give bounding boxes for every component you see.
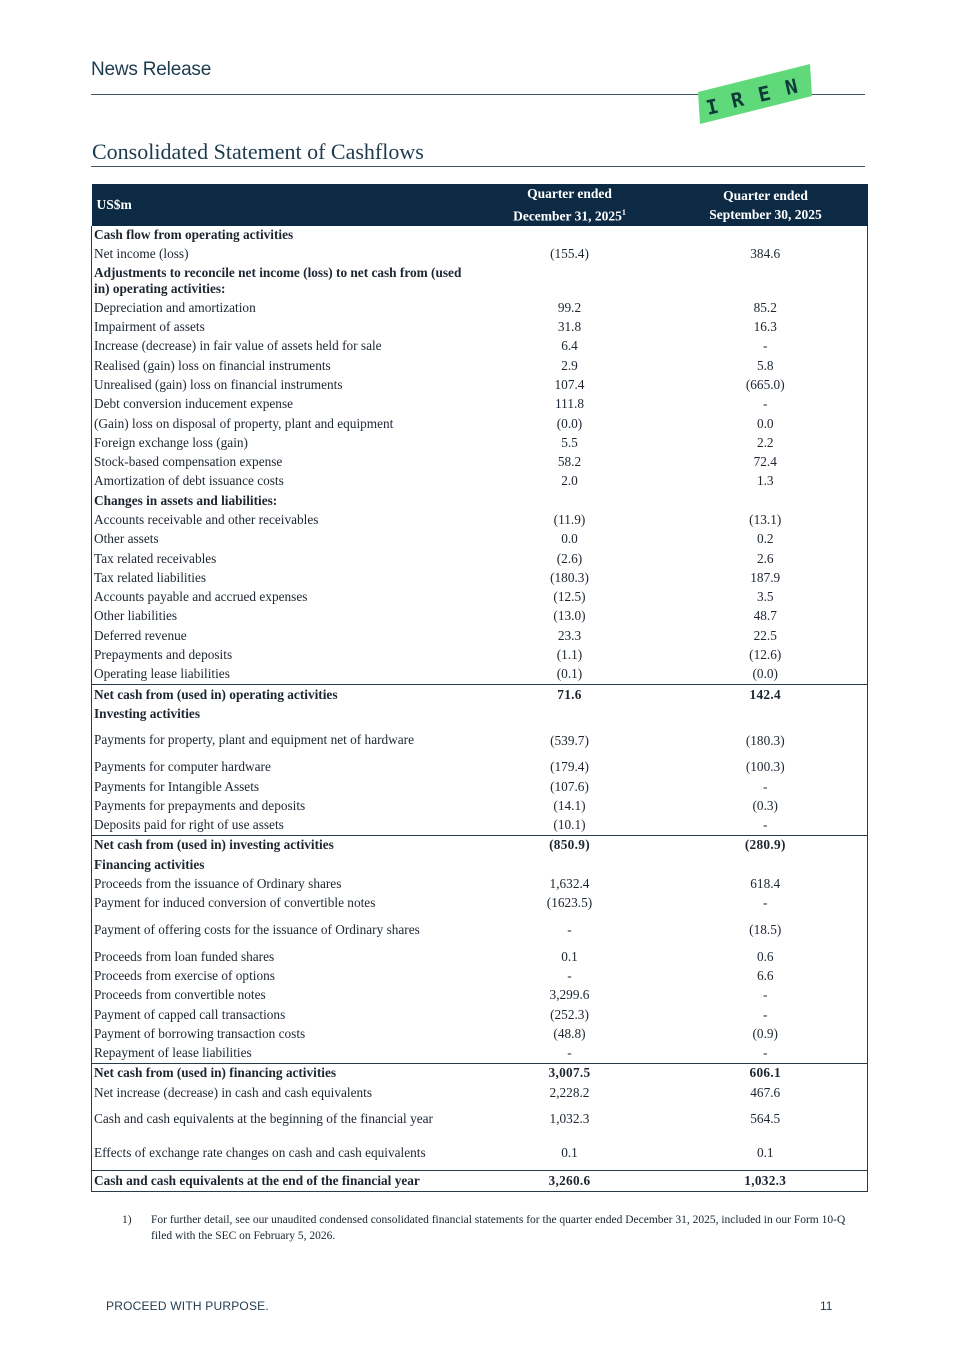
row-value-sep-2025: 85.2 [753,299,777,315]
row-value-dec-2025: (13.0) [553,608,586,624]
row-value-dec-2025: (0.0) [556,415,583,431]
title-divider [91,166,865,167]
currency-header: US$m [92,184,476,226]
row-value-dec-2025 [476,855,664,874]
row-value-sep-2025 [664,704,868,723]
row-label: Unrealised (gain) loss on financial instruments [94,376,343,392]
row-value-sep-2025: 5.8 [756,357,774,373]
quarter-sep-header [664,184,868,226]
news-release-label: News Release [91,59,212,80]
row-value-sep-2025: 2.6 [756,550,774,566]
svg-text:E: E [755,80,773,107]
table-row [92,298,868,317]
row-value-dec-2025: - [567,922,572,937]
row-value-sep-2025: - [763,396,768,412]
row-value-sep-2025: 606.1 [664,1063,868,1083]
row-value-dec-2025: (10.1) [553,817,586,833]
row-label: Increase (decrease) in fair value of assets held for sale [94,338,382,354]
row-value-sep-2025: 384.6 [750,246,781,262]
row-value-sep-2025: - [763,895,768,911]
row-value-dec-2025: (14.1) [553,797,586,813]
table-row [92,966,868,985]
row-value-sep-2025: - [763,987,768,1003]
row-label: Net cash from (used in) financing activities [92,1063,476,1083]
row-value-dec-2025: 6.4 [561,338,578,354]
svg-text:I: I [703,93,721,120]
table-row [92,1043,868,1063]
row-label: Proceeds from loan funded shares [94,948,275,964]
row-label: Amortization of debt issuance costs [94,473,284,489]
row-value-dec-2025: 31.8 [557,319,582,335]
table-header-row [92,184,868,226]
quarter-dec-line2: December 31, 2025 [513,208,622,224]
footnote-text: For further detail, see our unaudited condensed consolidated financial statements for the quarter ended December 31, 2025, included in our Form 10-Q filed with the SEC on February 5, 2026. [151,1214,846,1242]
row-value-sep-2025: 618.4 [750,876,781,892]
row-label: Net increase (decrease) in cash and cash equivalents [94,1084,372,1100]
row-label: Deferred revenue [94,627,187,643]
row-label: Payment of borrowing transaction costs [94,1025,306,1041]
cashflow-body [92,226,868,1192]
row-value-dec-2025: - [567,967,572,983]
row-label: Payment of capped call transactions [94,1006,286,1022]
row-value-sep-2025: - [763,1045,768,1061]
row-label: Other assets [94,531,159,547]
table-row [92,1083,868,1102]
row-value-dec-2025: (1.1) [556,647,583,663]
row-value-sep-2025: (13.1) [749,512,782,527]
row-label: Financing activities [94,856,205,872]
table-row [92,491,868,510]
row-value-sep-2025: - [763,1006,768,1022]
row-value-dec-2025: 3,260.6 [476,1171,664,1191]
row-value-dec-2025 [476,264,664,298]
row-value-dec-2025: (850.9) [476,835,664,855]
row-value-sep-2025: (280.9) [664,835,868,855]
table-row [92,452,868,471]
row-value-dec-2025: 0.1 [561,948,578,964]
row-value-sep-2025 [664,491,868,510]
quarter-dec-line1: Quarter ended [527,186,612,201]
row-label: Net cash from (used in) investing activities [92,835,476,855]
row-label: Investing activities [94,705,200,721]
row-value-sep-2025: 1,032.3 [664,1171,868,1191]
row-label: Proceeds from the issuance of Ordinary shares [94,876,342,892]
quarter-sep-line2: September 30, 2025 [709,206,822,222]
row-value-sep-2025: 48.7 [753,608,777,624]
table-row [92,356,868,375]
row-value-sep-2025: 564.5 [750,1111,781,1127]
row-value-dec-2025: 0.1 [561,1145,578,1161]
row-value-dec-2025: - [567,1045,572,1061]
cashflow-table [91,184,868,1192]
row-value-sep-2025: 142.4 [664,685,868,705]
row-label: Payments for Intangible Assets [94,778,260,794]
row-value-dec-2025: 3,007.5 [476,1063,664,1083]
footnote-number: 1) [122,1214,132,1226]
row-value-sep-2025: - [763,338,768,354]
footnote [122,1212,867,1244]
row-label: Payments for computer hardware [94,759,271,775]
table-row [92,855,868,874]
svg-text:R: R [728,86,746,113]
row-label: Payments for property, plant and equipment net of hardware [94,732,415,748]
row-value-dec-2025: (252.3) [550,1006,589,1022]
table-row [92,588,868,607]
row-value-dec-2025: (1623.5) [546,895,593,911]
row-value-dec-2025: (179.4) [550,759,589,775]
row-value-dec-2025: 111.8 [555,396,584,412]
row-label: Stock-based compensation expense [94,454,283,470]
row-label: Accounts payable and accrued expenses [94,589,308,605]
row-value-sep-2025: 3.5 [756,589,774,605]
row-value-sep-2025: (0.3) [752,797,778,813]
row-label: Foreign exchange loss (gain) [94,434,248,450]
row-value-sep-2025: - [763,817,768,833]
table-row [92,337,868,356]
row-value-sep-2025: 1.3 [756,473,774,489]
row-value-dec-2025: 2.0 [561,473,578,489]
row-label: Tax related liabilities [94,569,207,585]
row-label: Depreciation and amortization [94,299,256,315]
table-row [92,1005,868,1024]
row-label: Repayment of lease liabilities [94,1045,252,1061]
row-value-dec-2025: (107.6) [550,778,589,794]
row-value-dec-2025: 2.9 [561,357,578,373]
row-value-sep-2025: 72.4 [753,454,777,470]
row-label: Net income (loss) [94,246,189,262]
row-label: Accounts receivable and other receivables [94,512,319,527]
row-label: Payment for induced conversion of convertible notes [94,895,376,911]
row-value-sep-2025: 467.6 [750,1084,781,1100]
table-row [92,777,868,796]
table-row [92,704,868,723]
row-label: (Gain) loss on disposal of property, plant and equipment [94,415,394,431]
row-label: Effects of exchange rate changes on cash and cash equivalents [94,1145,426,1161]
table-row [92,816,868,836]
row-value-dec-2025: (12.5) [553,589,586,605]
row-label: Proceeds from exercise of options [94,967,275,983]
table-row [92,626,868,645]
row-value-sep-2025: 187.9 [750,569,781,585]
footer-tagline: PROCEED WITH PURPOSE. [106,1299,269,1313]
row-value-sep-2025: 6.6 [756,967,774,983]
row-label: Net cash from (used in) operating activities [92,685,476,705]
table-row [92,665,868,685]
row-value-dec-2025: (48.8) [553,1025,586,1041]
row-label: Proceeds from convertible notes [94,987,266,1003]
table-row [92,226,868,245]
row-value-sep-2025: 2.2 [756,434,774,450]
row-value-sep-2025 [664,226,868,245]
table-row [92,414,868,433]
row-label: Realised (gain) loss on financial instruments [94,357,331,373]
row-value-dec-2025: 1,032.3 [549,1111,590,1127]
table-row [92,510,868,529]
quarter-dec-header [476,184,664,226]
row-label: Payment of offering costs for the issuance of Ordinary shares [94,921,420,937]
row-value-dec-2025: (180.3) [550,569,589,585]
row-label: Adjustments to reconcile net income (loss) to net cash from (used in) operating activities: [94,264,462,297]
row-value-dec-2025: (539.7) [550,732,589,748]
table-row [92,947,868,966]
table-row [92,1171,868,1191]
table-row [92,245,868,264]
row-value-sep-2025: (12.6) [749,647,782,663]
row-value-dec-2025 [476,491,664,510]
row-label: Debt conversion inducement expense [94,396,294,412]
row-value-sep-2025: 22.5 [753,627,777,643]
quarter-sep-line1: Quarter ended [723,187,808,203]
row-value-dec-2025: 23.3 [557,627,582,643]
table-row [92,1024,868,1043]
row-value-dec-2025: (0.1) [556,666,583,682]
row-label: Deposits paid for right of use assets [94,817,284,833]
table-row [92,758,868,777]
row-value-dec-2025: 1,632.4 [549,876,590,892]
table-row [92,472,868,491]
page-title: Consolidated Statement of Cashflows [92,139,424,164]
row-value-sep-2025: 0.1 [756,1145,774,1161]
row-value-sep-2025: (0.0) [752,666,778,682]
table-row [92,1136,868,1171]
row-value-dec-2025: 2,228.2 [549,1084,590,1100]
row-value-dec-2025: (2.6) [556,550,583,566]
row-label: Changes in assets and liabilities: [94,492,278,508]
table-row [92,645,868,664]
table-row [92,549,868,568]
page-number: 11 [820,1299,833,1313]
table-row [92,796,868,815]
row-label: Prepayments and deposits [94,647,233,663]
row-value-dec-2025 [476,704,664,723]
row-label: Cash and cash equivalents at the end of the financial year [92,1171,476,1191]
row-value-dec-2025: 5.5 [561,434,578,450]
table-row [92,375,868,394]
row-value-sep-2025: (180.3) [745,732,785,748]
table-row [92,607,868,626]
row-value-dec-2025 [476,226,664,245]
row-value-sep-2025: (0.9) [752,1025,778,1041]
table-row [92,913,868,947]
row-value-dec-2025: 99.2 [557,299,582,315]
row-value-dec-2025: 3,299.6 [549,987,590,1003]
row-value-dec-2025: 107.4 [554,376,585,392]
row-value-sep-2025 [664,855,868,874]
table-row [92,433,868,452]
row-value-dec-2025: 71.6 [476,685,664,705]
row-value-sep-2025 [664,264,868,298]
row-value-sep-2025: - [763,778,768,794]
svg-text:N: N [782,73,800,100]
row-value-sep-2025: (100.3) [745,759,785,775]
row-value-sep-2025: 16.3 [753,319,777,335]
table-row [92,894,868,913]
table-row [92,1102,868,1136]
row-value-sep-2025: 0.6 [756,948,774,964]
table-row [92,264,868,298]
row-value-sep-2025: 0.2 [756,531,774,547]
row-label: Payments for prepayments and deposits [94,797,306,813]
table-row [92,724,868,758]
table-row [92,568,868,587]
iren-logo [696,62,814,126]
table-row [92,986,868,1005]
row-value-sep-2025: 0.0 [756,415,774,431]
row-label: Operating lease liabilities [94,666,230,682]
row-value-sep-2025: (18.5) [749,922,782,937]
table-row [92,317,868,336]
row-label: Other liabilities [94,608,178,624]
table-row [92,685,868,705]
row-value-dec-2025: 0.0 [561,531,578,547]
row-label: Impairment of assets [94,319,205,335]
row-value-dec-2025: (155.4) [550,246,589,262]
row-label: Cash flow from operating activities [94,227,294,243]
row-label: Cash and cash equivalents at the beginning of the financial year [94,1111,433,1127]
table-row [92,874,868,893]
row-value-dec-2025: 58.2 [557,454,582,470]
table-row [92,395,868,414]
row-value-sep-2025: (665.0) [745,376,785,392]
footnote-ref: 1 [621,208,626,217]
row-label: Tax related receivables [94,550,217,566]
table-row [92,530,868,549]
row-value-dec-2025: (11.9) [553,512,586,527]
table-row [92,1063,868,1083]
table-row [92,835,868,855]
